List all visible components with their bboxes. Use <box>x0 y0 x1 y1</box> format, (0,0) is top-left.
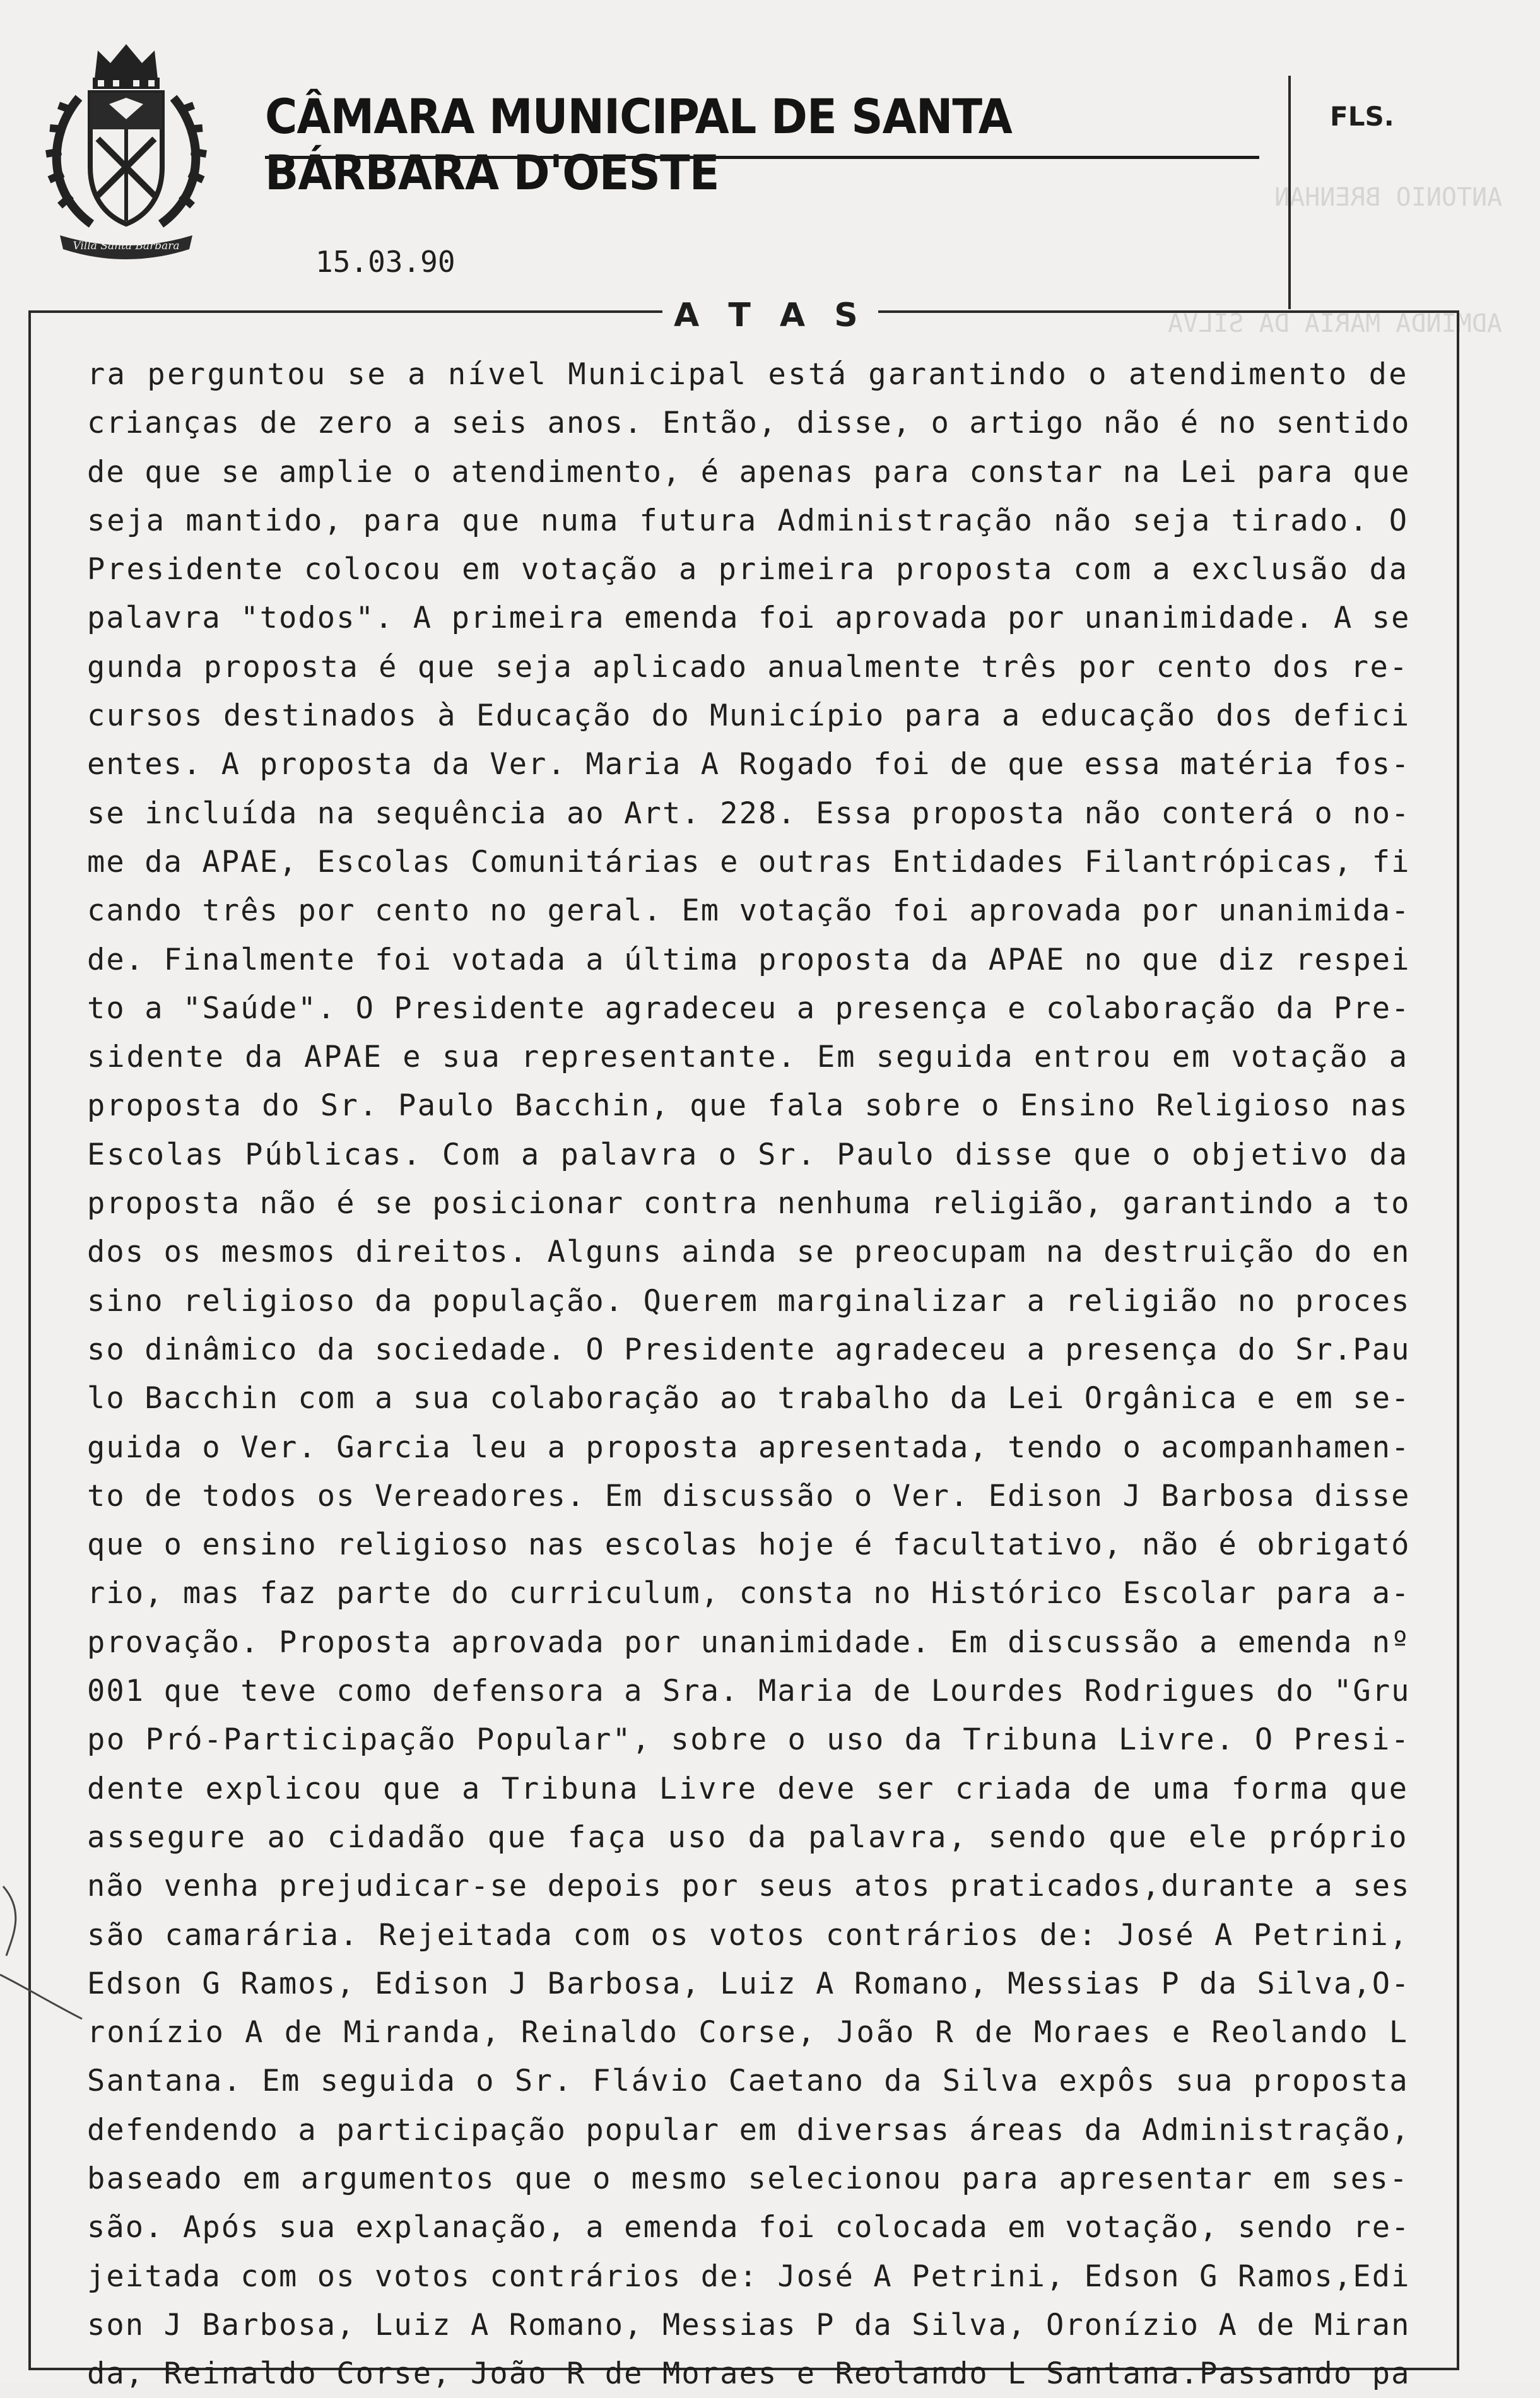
page-title: CÂMARA MUNICIPAL DE SANTA BÁRBARA D'OESTE <box>265 88 1012 201</box>
text-line: so dinâmico da sociedade. O Presidente agradeceu a presença do Sr.Pau <box>87 1332 1411 1367</box>
text-line: não venha prejudicar-se depois por seus atos praticados,durante a ses <box>87 1869 1411 1904</box>
text-line: gunda proposta é que seja aplicado anualmente três por cento dos re- <box>87 649 1409 685</box>
text-line: crianças de zero a seis anos. Então, disse, o artigo não é no sentido <box>87 406 1411 441</box>
text-line: defendendo a participação popular em diversas áreas da Administração, <box>87 2112 1411 2148</box>
text-line: jeitada com os votos contrários de: José A Petrini, Edson G Ramos,Edi <box>87 2259 1411 2294</box>
text-line: entes. A proposta da Ver. Maria A Rogado foi de que essa matéria fos- <box>87 747 1411 782</box>
crest-ribbon-text: Villa Santa Barbara <box>73 240 180 252</box>
margin-divider <box>1288 76 1291 309</box>
text-line: de. Finalmente foi votada a última proposta da APAE no que diz respei <box>87 942 1411 977</box>
document-date: 15.03.90 <box>315 245 456 279</box>
text-line: cursos destinados à Educação do Município para a educação dos defici <box>87 698 1411 734</box>
text-line: to de todos os Vereadores. Em discussão o Ver. Edison J Barbosa disse <box>87 1478 1411 1513</box>
text-line: me da APAE, Escolas Comunitárias e outras Entidades Filantrópicas, fi <box>87 844 1411 879</box>
text-line: 001 que teve como defensora a Sra. Maria de Lourdes Rodrigues do "Gru <box>87 1674 1411 1709</box>
text-line: Presidente colocou em votação a primeira proposta com a exclusão da <box>87 552 1409 587</box>
text-line: lo Bacchin com a sua colaboração ao trabalho da Lei Orgânica e em se- <box>87 1381 1411 1416</box>
text-line: to a "Saúde". O Presidente agradeceu a presença e colaboração da Pre- <box>87 990 1411 1026</box>
text-line: son J Barbosa, Luiz A Romano, Messias P da Silva, Oronízio A de Miran <box>87 2307 1411 2342</box>
text-line: baseado em argumentos que o mesmo selecionou para apresentar em ses- <box>87 2161 1409 2196</box>
text-line: provação. Proposta aprovada por unanimidade. Em discussão a emenda nº <box>87 1625 1411 1660</box>
minutes-body <box>87 350 1409 2398</box>
text-line: dente explicou que a Tribuna Livre deve ser criada de uma forma que <box>87 1771 1409 1806</box>
text-line: são. Após sua explanação, a emenda foi colocada em votação, sendo re- <box>87 2210 1411 2245</box>
text-line: dos os mesmos direitos. Alguns ainda se preocupam na destruição do en <box>87 1235 1411 1270</box>
bleed-through-text: ANTONIO BRENHAN <box>1274 183 1502 212</box>
text-line: da, Reinaldo Corse, João R de Moraes e Reolando L Santana.Passando pa <box>87 2356 1411 2392</box>
text-line: proposta do Sr. Paulo Bacchin, que fala sobre o Ensino Religioso nas <box>87 1088 1409 1124</box>
text-line: são camarária. Rejeitada com os votos contrários de: José A Petrini, <box>87 1917 1409 1953</box>
text-line: sidente da APAE e sua representante. Em seguida entrou em votação a <box>87 1040 1409 1075</box>
margin-pen-mark <box>0 1861 88 2025</box>
text-line: se incluída na sequência ao Art. 228. Essa proposta não conterá o no- <box>87 796 1411 831</box>
text-line: Santana. Em seguida o Sr. Flávio Caetano da Silva expôs sua proposta <box>87 2064 1409 2099</box>
text-line: ra perguntou se a nível Municipal está garantindo o atendimento de <box>87 357 1409 392</box>
text-line: po Pró-Participação Popular", sobre o uso da Tribuna Livre. O Presi- <box>87 1722 1411 1758</box>
bleed-through-text: ADMINDA MARIA DA SILVA <box>1168 309 1502 338</box>
section-label: A T A S <box>662 297 878 334</box>
text-line: assegure ao cidadão que faça uso da palavra, sendo que ele próprio <box>87 1819 1409 1855</box>
fls-label: FLS. <box>1330 101 1394 132</box>
text-line: de que se amplie o atendimento, é apenas para constar na Lei para que <box>87 454 1411 490</box>
text-line: guida o Ver. Garcia leu a proposta apresentada, tendo o acompanhamen- <box>87 1430 1411 1465</box>
text-line: proposta não é se posicionar contra nenhuma religião, garantindo a to <box>87 1186 1411 1221</box>
text-line: palavra "todos". A primeira emenda foi aprovada por unanimidade. A se <box>87 601 1411 636</box>
text-line: Edson G Ramos, Edison J Barbosa, Luiz A Romano, Messias P da Silva,O- <box>87 1966 1411 2001</box>
text-line: que o ensino religioso nas escolas hoje é facultativo, não é obrigató <box>87 1527 1411 1563</box>
text-line: sino religioso da população. Querem marginalizar a religião no proces <box>87 1283 1411 1319</box>
text-line: Escolas Públicas. Com a palavra o Sr. Paulo disse que o objetivo da <box>87 1137 1409 1172</box>
title-underline <box>265 156 1259 159</box>
text-line: cando três por cento no geral. Em votação foi aprovada por unanimida- <box>87 893 1411 929</box>
text-line: rio, mas faz parte do curriculum, consta no Histórico Escolar para a- <box>87 1576 1411 1611</box>
text-line: seja mantido, para que numa futura Administração não seja tirado. O <box>87 503 1409 538</box>
municipal-crest-icon <box>35 35 218 262</box>
text-line: ronízio A de Miranda, Reinaldo Corse, João R de Moraes e Reolando L <box>87 2015 1409 2050</box>
